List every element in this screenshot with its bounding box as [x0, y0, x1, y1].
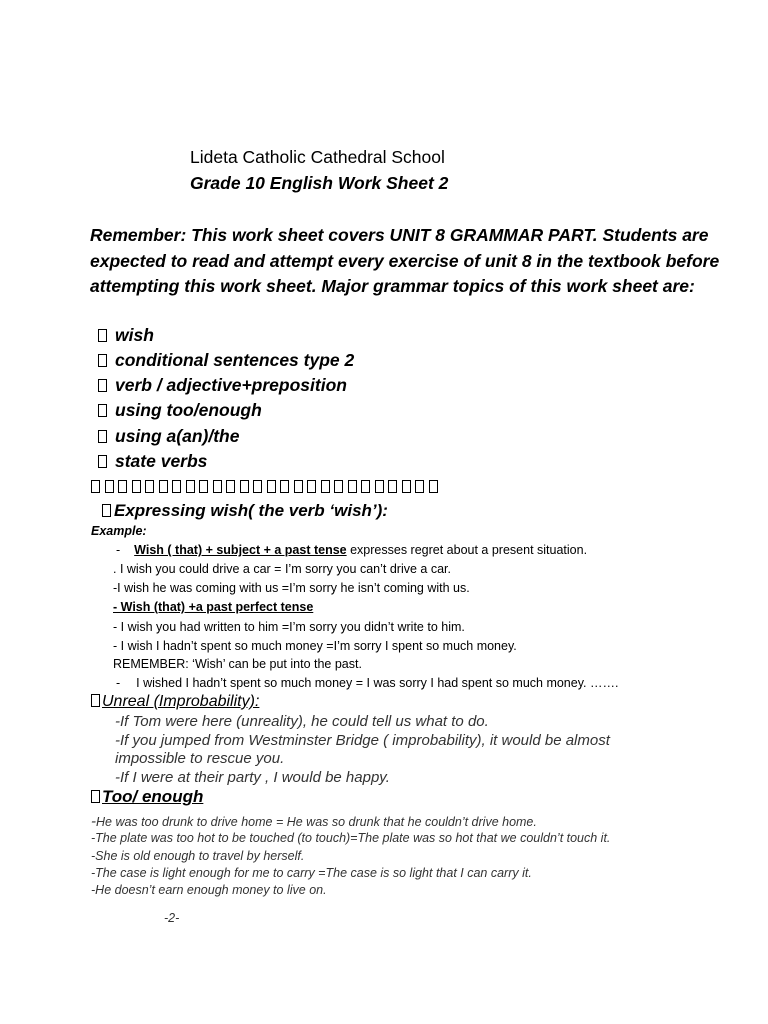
unreal-line: -If you jumped from Westminster Bridge ( improbability), it would be almost: [115, 732, 610, 749]
wish-example-line: . I wish you could drive a car = I’m sorry you can’t drive a car.: [113, 562, 451, 576]
checkbox-glyph-icon: [98, 430, 107, 443]
box-glyph-icon: [145, 480, 154, 493]
box-glyph-icon: [402, 480, 411, 493]
unreal-line: impossible to rescue you.: [115, 750, 285, 767]
box-glyph-icon: [375, 480, 384, 493]
box-glyph-icon: [388, 480, 397, 493]
box-glyph-icon: [267, 480, 276, 493]
unreal-line: -If I were at their party , I would be happy.: [115, 769, 390, 786]
box-glyph-icon: [102, 504, 111, 517]
topic-item: wish: [98, 325, 154, 346]
too-enough-line: -He was too drunk to drive home = He was so drunk that he couldn’t drive home.: [91, 813, 537, 830]
wish-example-line: - I wish you had written to him =I’m sorry you didn’t write to him.: [113, 620, 465, 634]
intro-paragraph: Remember: This work sheet covers UNIT 8 GRAMMAR PART. Students are expected to read and attempt every exercise of unit 8 in the textbook before attempting this work sheet. Major grammar topics of this work sheet are:: [90, 225, 720, 296]
checkbox-glyph-icon: [98, 404, 107, 417]
topic-item: using a(an)/the: [98, 426, 239, 447]
page-number: -2-: [164, 911, 180, 925]
topic-item: conditional sentences type 2: [98, 350, 354, 371]
box-glyph-icon: [91, 480, 100, 493]
box-glyph-icon: [321, 480, 330, 493]
glyph-box-row: [91, 479, 442, 497]
wish-example-line: -I wish he was coming with us =I’m sorry he isn’t coming with us.: [113, 581, 470, 595]
box-glyph-icon: [105, 480, 114, 493]
wish-remember-note: REMEMBER: ‘Wish’ can be put into the past.: [113, 657, 362, 671]
school-name: Lideta Catholic Cathedral School: [190, 147, 445, 167]
topic-item: verb / adjective+preposition: [98, 375, 347, 396]
topic-item: using too/enough: [98, 400, 262, 421]
too-enough-line: -The plate was too hot to be touched (to touch)=The plate was so hot that we couldn’t touch it.: [91, 831, 611, 845]
box-glyph-icon: [199, 480, 208, 493]
example-label: Example:: [91, 524, 147, 538]
too-enough-line: -She is old enough to travel by herself.: [91, 849, 305, 863]
box-glyph-icon: [361, 480, 370, 493]
too-enough-heading: Too/ enough: [91, 787, 203, 807]
wish-past-example: - I wished I hadn’t spent so much money = I was sorry I had spent so much money. …….: [116, 676, 619, 690]
box-glyph-icon: [172, 480, 181, 493]
wish-example-line: - I wish I hadn’t spent so much money =I’m sorry I spent so much money.: [113, 639, 517, 653]
checkbox-glyph-icon: [98, 455, 107, 468]
unreal-heading: Unreal (Improbability):: [91, 693, 259, 711]
box-glyph-icon: [334, 480, 343, 493]
box-glyph-icon: [307, 480, 316, 493]
box-glyph-icon: [91, 694, 100, 707]
box-glyph-icon: [213, 480, 222, 493]
worksheet-title: Grade 10 English Work Sheet 2: [190, 173, 449, 193]
wish-heading: Expressing wish( the verb ‘wish’):: [102, 501, 388, 521]
wish-rule-2: - Wish (that) +a past perfect tense: [113, 600, 314, 614]
wish-rule-1: - Wish ( that) + subject + a past tense expresses regret about a present situation.: [116, 543, 588, 557]
too-enough-line: -The case is light enough for me to carry =The case is so light that I can carry it.: [91, 866, 532, 880]
box-glyph-icon: [159, 480, 168, 493]
box-glyph-icon: [91, 790, 100, 803]
box-glyph-icon: [280, 480, 289, 493]
box-glyph-icon: [186, 480, 195, 493]
unreal-line: -If Tom were here (unreality), he could tell us what to do.: [115, 713, 489, 730]
checkbox-glyph-icon: [98, 329, 107, 342]
box-glyph-icon: [118, 480, 127, 493]
box-glyph-icon: [226, 480, 235, 493]
checkbox-glyph-icon: [98, 379, 107, 392]
box-glyph-icon: [294, 480, 303, 493]
box-glyph-icon: [253, 480, 262, 493]
too-enough-line: -He doesn’t earn enough money to live on.: [91, 883, 327, 897]
topic-item: state verbs: [98, 451, 207, 472]
box-glyph-icon: [348, 480, 357, 493]
box-glyph-icon: [132, 480, 141, 493]
checkbox-glyph-icon: [98, 354, 107, 367]
box-glyph-icon: [240, 480, 249, 493]
box-glyph-icon: [415, 480, 424, 493]
box-glyph-icon: [429, 480, 438, 493]
